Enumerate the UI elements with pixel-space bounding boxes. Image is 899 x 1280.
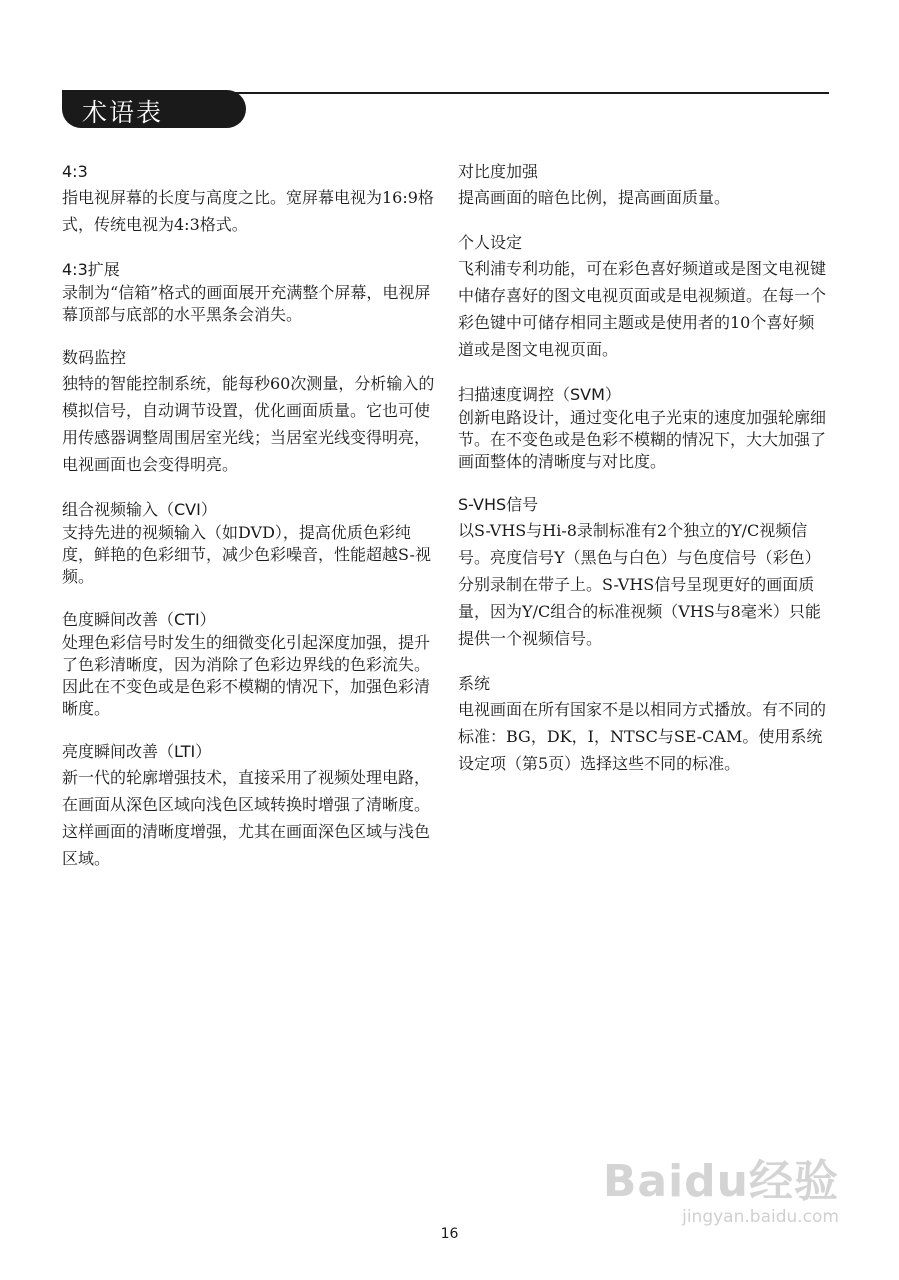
glossary-definition: 提高画面的暗色比例，提高画面质量。	[458, 188, 731, 207]
glossary-term: 亮度瞬间改善（LTI）	[62, 742, 212, 761]
glossary-term: 组合视频输入（CVI）	[62, 500, 217, 519]
glossary-definition: 支持先进的视频输入（如DVD），提高优质色彩纯度，鲜艳的色彩细节，减少色彩噪音，性能超越S-视频。	[62, 523, 431, 586]
glossary-definition: 独特的智能控制系统，能每秒60次测量，分析输入的模拟信号，自动调节设置，优化画面质量。它也可使用传感器调整周围居室光线；当居室光线变得明亮，电视画面也会变得明亮。	[62, 374, 435, 474]
baidu-watermark	[602, 1145, 839, 1255]
glossary-term: 系统	[458, 674, 491, 693]
section-title-banner	[62, 90, 246, 128]
watermark-url: jingyan.baidu.com	[682, 1207, 839, 1227]
glossary-definition: 电视画面在所有国家不是以相同方式播放。有不同的标准：BG，DK，I，NTSC与SE-CAM。使用系统设定项（第5页）选择这些不同的标准。	[458, 700, 827, 773]
glossary-definition: 录制为“信箱”格式的画面展开充满整个屏幕，电视屏幕顶部与底部的水平黑条会消失。	[62, 283, 431, 324]
glossary-entry	[62, 160, 437, 238]
glossary-term: 4:3扩展	[62, 260, 120, 279]
glossary-entry	[62, 258, 437, 326]
glossary-term: 数码监控	[62, 348, 127, 367]
section-title: 术语表	[82, 98, 164, 127]
watermark-logo: Baidu经验	[602, 1156, 839, 1207]
glossary-definition: 指电视屏幕的长度与高度之比。宽屏幕电视为16:9格式，传统电视为4:3格式。	[62, 188, 434, 234]
glossary-term: 扫描速度调控（SVM）	[458, 385, 621, 404]
glossary-entry	[62, 498, 437, 588]
glossary-definition: 新一代的轮廓增强技术，直接采用了视频处理电路，在画面从深色区域向浅色区域转换时增强了清晰度。这样画面的清晰度增强，尤其在画面深色区域与浅色区域。	[62, 768, 431, 868]
glossary-term: 色度瞬间改善（CTI）	[62, 610, 216, 629]
glossary-definition: 处理色彩信号时发生的细微变化引起深度加强，提升了色彩清晰度，因为消除了色彩边界线的色彩流失。因此在不变色或是色彩不模糊的情况下，加强色彩清晰度。	[62, 633, 431, 718]
glossary-definition: 创新电路设计，通过变化电子光束的速度加强轮廓细节。在不变色或是色彩不模糊的情况下，大大加强了画面整体的清晰度与对比度。	[458, 408, 827, 471]
glossary-entry	[458, 160, 830, 211]
glossary-term: S-VHS信号	[458, 495, 539, 514]
right-column	[458, 160, 830, 797]
glossary-term: 个人设定	[458, 233, 523, 252]
glossary-entry	[62, 346, 437, 478]
glossary-entry	[458, 493, 830, 652]
glossary-term: 对比度加强	[458, 162, 539, 181]
glossary-definition: 飞利浦专利功能，可在彩色喜好频道或是图文电视键中储存喜好的图文电视页面或是电视频道。在每一个彩色键中可储存相同主题或是使用者的10个喜好频道或是图文电视页面。	[458, 259, 827, 359]
glossary-definition: 以S-VHS与Hi-8录制标准有2个独立的Y/C视频信号。亮度信号Y（黑色与白色）与色度信号（彩色）分别录制在带子上。S-VHS信号呈现更好的画面质量，因为Y/C组合的标准视频（VHS与8毫米）只能提供一个视频信号。	[458, 521, 821, 648]
glossary-entry	[458, 231, 830, 363]
page-number: 16	[440, 1226, 459, 1242]
glossary-entry	[458, 383, 830, 473]
glossary-entry	[62, 740, 437, 872]
glossary-entry	[458, 672, 830, 777]
glossary-entry	[62, 608, 437, 720]
glossary-term: 4:3	[62, 162, 88, 181]
left-column	[62, 160, 437, 892]
